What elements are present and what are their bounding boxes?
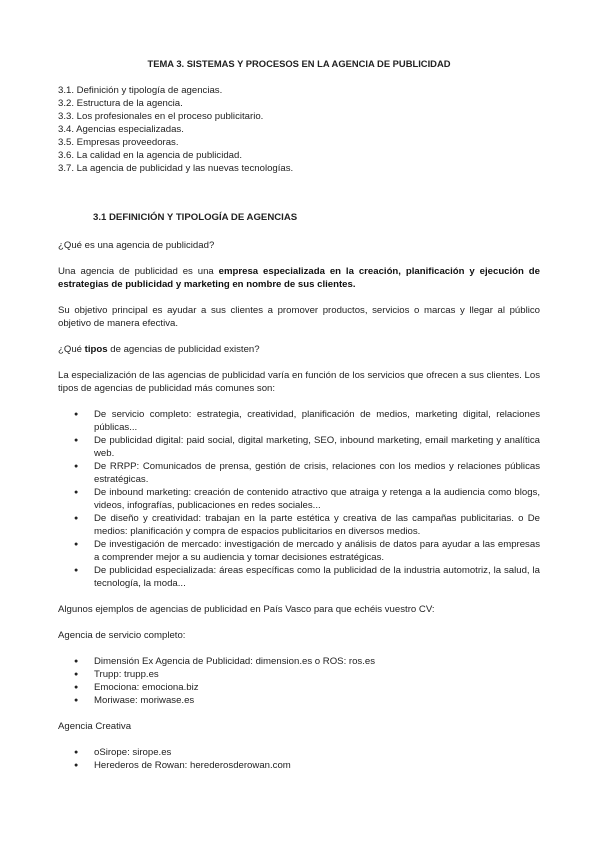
creative-list [58,746,540,772]
full-service-list [58,655,540,707]
objective-paragraph: Su objetivo principal es ayudar a sus clientes a promover productos, servicios o marcas y llegar al público objetivo de manera efectiva. [58,305,540,329]
list-item: ● De investigación de mercado: investigación de mercado y análisis de datos para ayudar a las empresas a comprender mejor a su audiencia y tomar decisiones estratégicas. [94,538,540,564]
list-item: ● De diseño y creatividad: trabajan en la parte estética y creativa de las campañas publicitarias. o De medios: planificación y compra de espacios publicitarios en diversos medios. [94,512,540,538]
table-of-contents [58,84,540,175]
list-item: ● Trupp: trupp.es [94,668,540,681]
agency-types-list [58,408,540,590]
examples-intro: Algunos ejemplos de agencias de publicidad en País Vasco para que echéis vuestro CV: [58,604,435,615]
toc-item: 3.7. La agencia de publicidad y las nuevas tecnologías. [58,163,294,174]
list-item: ● De RRPP: Comunicados de prensa, gestión de crisis, relaciones con los medios y relaciones públicas estratégicas. [94,460,540,486]
list-item: ● Emociona: emociona.biz [94,681,540,694]
toc-item: 3.1. Definición y tipología de agencias. [58,85,223,96]
question-what-is: ¿Qué es una agencia de publicidad? [58,240,215,251]
toc-item: 3.5. Empresas proveedoras. [58,137,179,148]
toc-item: 3.2. Estructura de la agencia. [58,98,183,109]
list-item: ● De inbound marketing: creación de contenido atractivo que atraiga y retenga a la audiencia como blogs, videos, infografías, publicaciones en redes sociales... [94,486,540,512]
question-types-bold: tipos [84,344,108,355]
definition-lead: Una agencia de publicidad es una [58,266,219,277]
list-item: ● Dimensión Ex Agencia de Publicidad: dimension.es o ROS: ros.es [94,655,540,668]
full-service-heading: Agencia de servicio completo: [58,630,186,641]
list-item: ● De servicio completo: estrategia, creatividad, planificación de medios, marketing digital, relaciones públicas... [94,408,540,434]
question-types [58,343,540,356]
question-types-pre: ¿Qué [58,344,85,355]
section-heading: 3.1 DEFINICIÓN Y TIPOLOGÍA DE AGENCIAS [93,212,298,223]
list-item: ● Moriwase: moriwase.es [94,694,540,707]
list-item: ● De publicidad digital: paid social, digital marketing, SEO, inbound marketing, email marketing y analítica web. [94,434,540,460]
types-intro-paragraph: La especialización de las agencias de publicidad varía en función de los servicios que ofrecen a sus clientes. Los tipos de agencias de publicidad más comunes son: [58,370,540,394]
definition-paragraph [58,265,540,291]
toc-item: 3.6. La calidad en la agencia de publicidad. [58,150,243,161]
list-item: ● De publicidad especializada: áreas específicas como la publicidad de la industria automotriz, la salud, la tecnología, la moda... [94,564,540,590]
creative-heading: Agencia Creativa [58,721,132,732]
definition-bold: empresa especializada en la creación, planificación y ejecución de estrategias de publicidad y marketing en nombre de sus clientes. [58,266,541,290]
toc-item: 3.3. Los profesionales en el proceso publicitario. [58,111,264,122]
list-item: ● Herederos de Rowan: herederosderowan.com [94,759,540,772]
list-item: ● oSirope: sirope.es [94,746,540,759]
question-types-post: de agencias de publicidad existen? [107,344,260,355]
document-title: TEMA 3. SISTEMAS Y PROCESOS EN LA AGENCIA DE PUBLICIDAD [147,58,451,69]
toc-item: 3.4. Agencias especializadas. [58,124,184,135]
